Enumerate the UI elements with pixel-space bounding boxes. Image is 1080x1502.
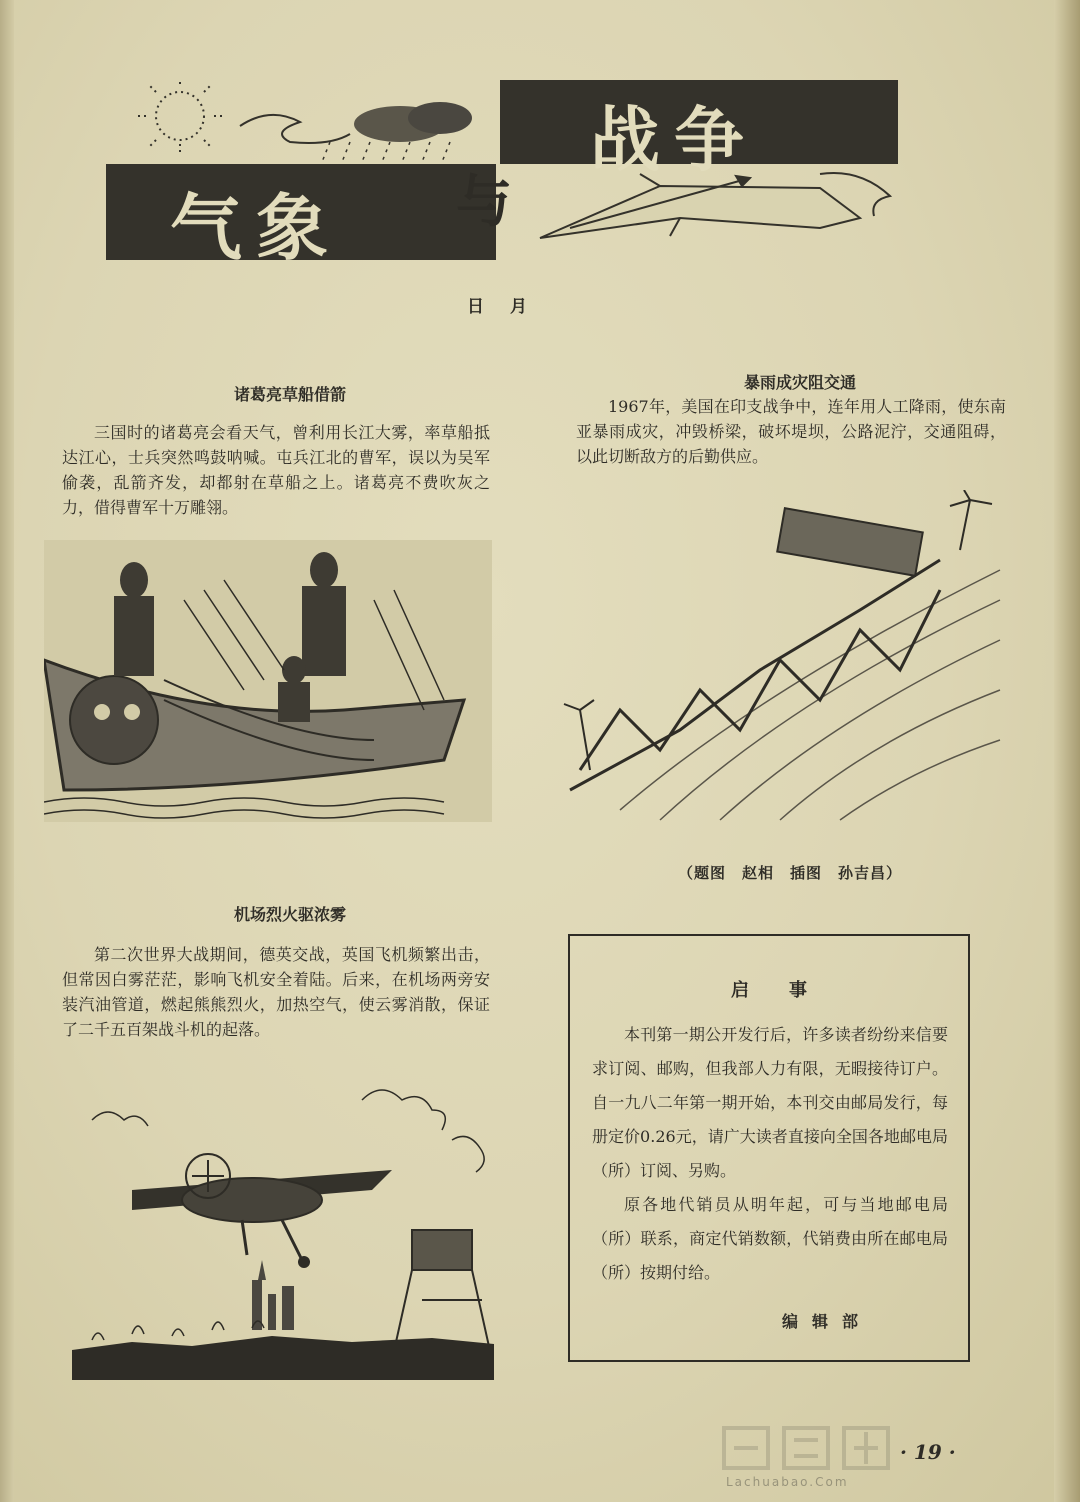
section-heading-rainstorm: 暴雨成灾阻交通 (743, 373, 856, 392)
straw-boat-illustration (44, 540, 492, 822)
airfield-plane-illustration (72, 1080, 494, 1380)
section-body-rainstorm: 1967年，美国在印支战争中，连年用人工降雨，使东南亚暴雨成灾，冲毁桥梁，破坏堤坝，公路泥泞，交通阻碍，以此切断敌方的后勤供应。 (576, 397, 1006, 466)
wind-icon (240, 115, 350, 143)
title-connector: 与 (456, 170, 512, 235)
sun-icon (138, 82, 224, 152)
section-body-straw-boats: 三国时的诸葛亮会看天气，曾利用长江大雾，率草船抵达江心，士兵突然鸣鼓呐喊。屯兵江北的曹军，误以为吴军偷袭，乱箭齐发，却都射在草船之上。诸葛亮不费吹灰之力，借得曹军十万雕翎。 (62, 423, 490, 517)
title-part-2: 战争 (590, 99, 758, 181)
author-byline: 日月 (467, 297, 553, 317)
notice-box (568, 934, 970, 1362)
plane-icon (132, 1154, 392, 1268)
cloud-icon (354, 102, 472, 142)
notice-signature: 编辑部 (781, 1312, 872, 1331)
section-heading-airfield-fire: 机场烈火驱浓雾 (233, 905, 346, 924)
binding-edge (0, 0, 14, 1502)
page-edge (1054, 0, 1080, 1502)
title-banner (100, 78, 900, 270)
title-part-1: 气象 (170, 186, 343, 270)
section-body-airfield-fire: 第二次世界大战期间，德英交战，英国飞机频繁出击，但常因白雾茫茫，影响飞机安全着陆。后来，在机场两旁安装汽油管道，燃起熊熊烈火，加热空气，使云雾消散，保证了二千五百架战斗机的起落。 (62, 945, 490, 1039)
notice-paragraph-2: 原各地代销员从明年起，可与当地邮电局（所）联系，商定代销数额，代销费由所在邮电局（所）按期付给。 (592, 1195, 948, 1282)
notice-title: 启事 (731, 980, 847, 1001)
rain-icon (322, 142, 450, 162)
section-heading-straw-boats: 诸葛亮草船借箭 (233, 385, 346, 404)
notice-body (592, 1018, 948, 1290)
illustration-credits: （题图 赵相 插图 孙吉昌） (677, 864, 902, 882)
notice-paragraph-1: 本刊第一期公开发行后，许多读者纷纷来信要求订阅、邮购，但我部人力有限，无暇接待订户。自一九八二年第一期开始，本刊交由邮局发行，每册定价0.26元，请广大读者直接向全国各地邮电局（所）订阅、另购。 (592, 1025, 948, 1180)
watermark-text: Lachuabao.Com (726, 1475, 849, 1489)
flood-bridge-illustration (560, 490, 1012, 830)
page-number: · 19 · (900, 1440, 956, 1464)
